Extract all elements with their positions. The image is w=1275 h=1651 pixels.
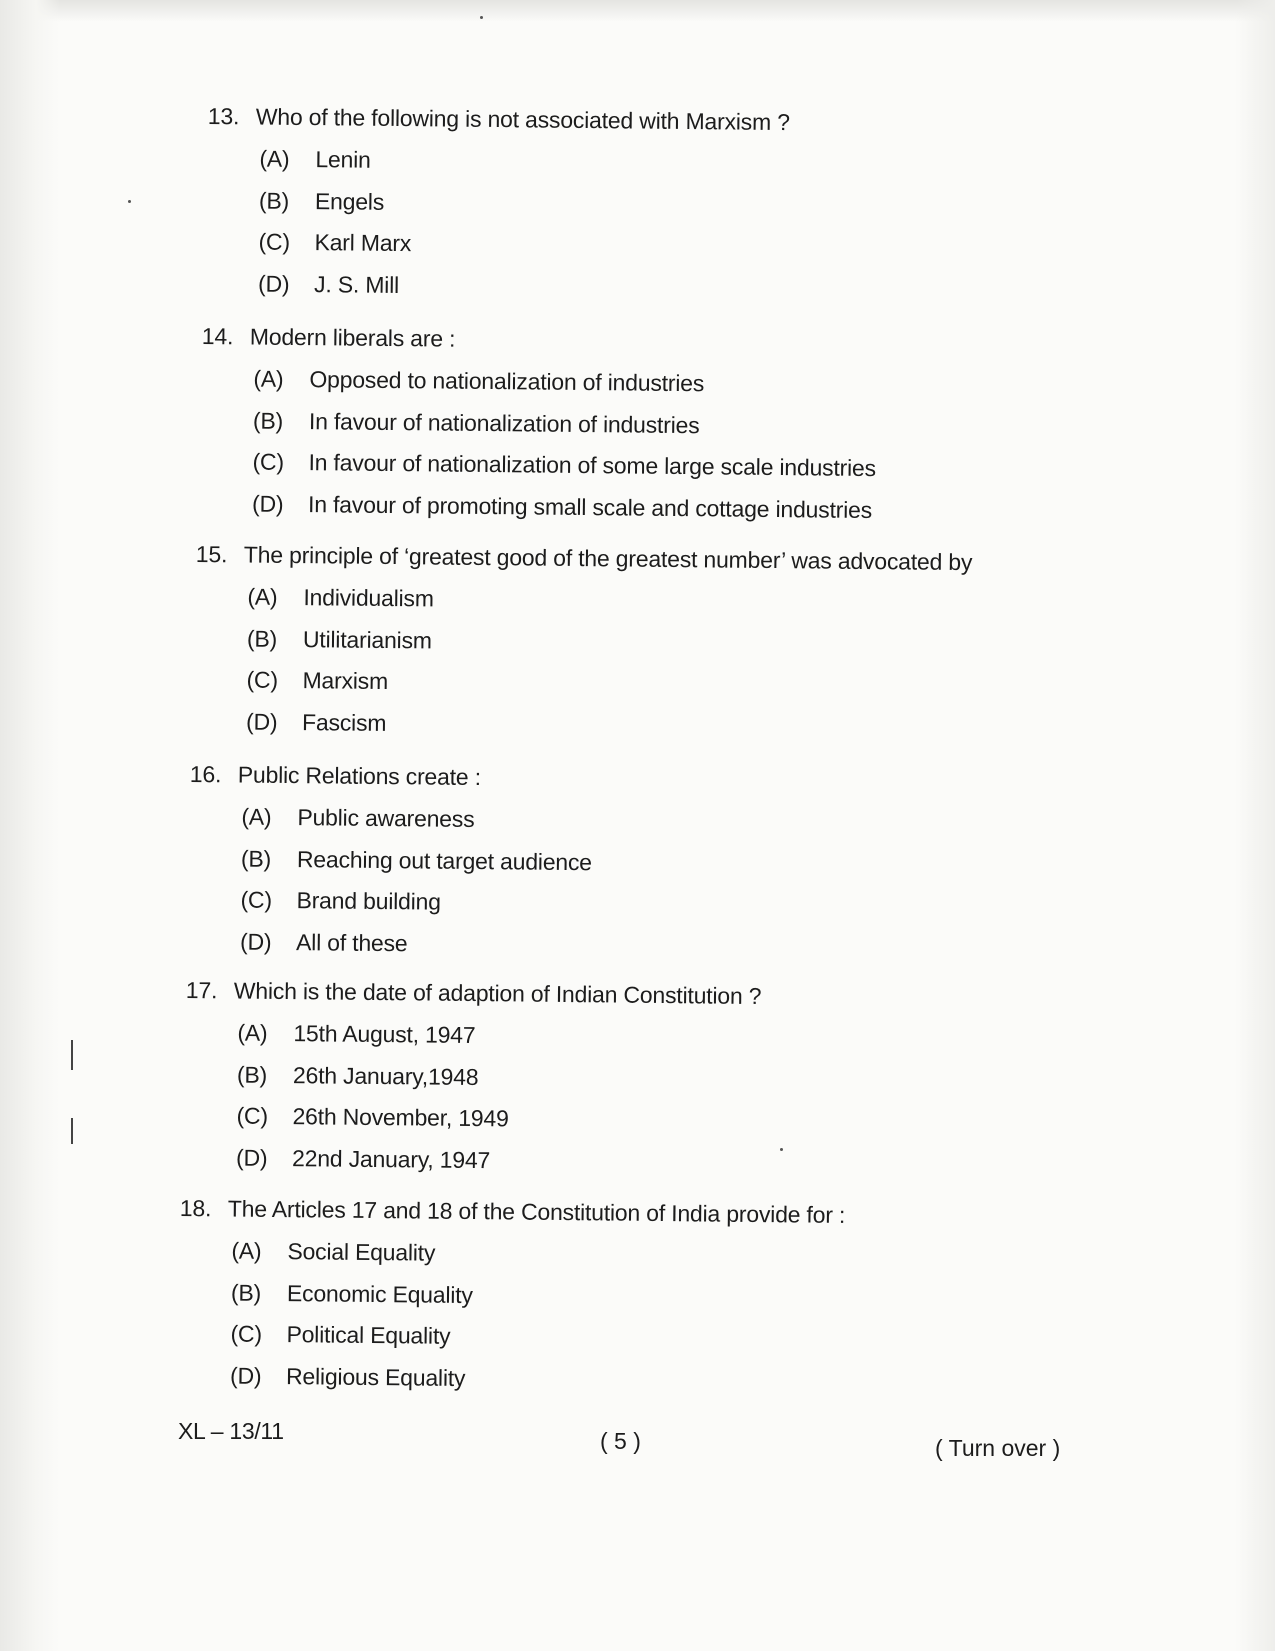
question-text: Public Relations create : [237, 761, 481, 791]
question-stem [208, 102, 1268, 141]
page-number: ( 5 ) [600, 1428, 641, 1454]
option-text: 26th January,1948 [292, 1061, 479, 1090]
question-14 [200, 322, 1262, 541]
question-number: 16. [189, 760, 222, 788]
option-list [246, 583, 1256, 760]
turn-over-note: ( Turn over ) [935, 1435, 1061, 1461]
option-text: Brand building [296, 887, 441, 915]
option-label: (B) [236, 1061, 268, 1088]
option-label: (B) [240, 845, 272, 872]
option-label: (A) [241, 803, 272, 830]
option-text: In favour of nationalization of industries [308, 407, 700, 438]
option-label: (A) [231, 1237, 262, 1264]
option-label: (D) [239, 928, 272, 955]
option-text: Fascism [301, 708, 387, 736]
option-label: (D) [257, 270, 290, 297]
option-label: (C) [240, 886, 273, 913]
option-text: Public awareness [297, 804, 475, 832]
option-text: J. S. Mill [313, 270, 400, 298]
question-number: 15. [195, 540, 228, 568]
question-stem [202, 322, 1262, 361]
option-label: (D) [235, 1144, 268, 1171]
question-stem [186, 976, 1246, 1015]
option-label: (A) [237, 1019, 268, 1046]
option-label: (C) [236, 1102, 269, 1129]
option-text: Religious Equality [285, 1362, 466, 1391]
question-number: 13. [207, 102, 240, 130]
option-label: (D) [245, 708, 278, 735]
paper-code: XL – 13/11 [178, 1418, 284, 1444]
question-15 [194, 540, 1256, 759]
question-18 [178, 1194, 1240, 1413]
option-text: Lenin [315, 146, 371, 173]
option-label: (B) [252, 407, 284, 434]
question-stem [190, 760, 1250, 799]
option-label: (D) [229, 1362, 262, 1389]
option-label: (A) [253, 365, 284, 392]
option-text: Karl Marx [314, 229, 412, 257]
option-text: 26th November, 1949 [292, 1103, 509, 1132]
option-label: (B) [246, 625, 278, 652]
option-text: Opposed to nationalization of industries [309, 366, 705, 397]
question-number: 14. [201, 322, 234, 350]
option-list [230, 1237, 1240, 1414]
option-list [236, 1019, 1246, 1196]
question-text: Which is the date of adaption of Indian Constitution ? [233, 977, 762, 1010]
question-stem [180, 1194, 1240, 1233]
option-text: 22nd January, 1947 [291, 1144, 491, 1173]
option-text: Reaching out target audience [296, 845, 592, 875]
question-text: The principle of ‘greatest good of the greatest number’ was advocated by [243, 541, 973, 576]
option-list [240, 803, 1250, 980]
option-label: (D) [251, 490, 284, 517]
option-text: Social Equality [287, 1238, 436, 1266]
question-16 [188, 760, 1250, 979]
option-label: (C) [258, 228, 291, 255]
option-label: (A) [247, 583, 278, 610]
option-text: In favour of promoting small scale and cottage industries [307, 490, 873, 523]
option-text: 15th August, 1947 [293, 1020, 476, 1049]
option-text: All of these [295, 928, 408, 956]
option-text: Political Equality [286, 1321, 451, 1349]
option-label: (B) [230, 1279, 262, 1306]
option-label: (A) [259, 145, 290, 172]
question-text: The Articles 17 and 18 of the Constitution of India provide for : [227, 1195, 846, 1228]
option-list [252, 365, 1262, 542]
question-text: Who of the following is not associated with Marxism ? [255, 103, 790, 136]
option-text: Marxism [302, 667, 389, 695]
option-text: Utilitarianism [302, 625, 432, 653]
question-text: Modern liberals are : [249, 323, 456, 352]
question-17 [184, 976, 1246, 1195]
option-text: Individualism [303, 584, 434, 612]
option-label: (B) [258, 187, 290, 214]
option-text: Economic Equality [286, 1279, 473, 1308]
question-stem [196, 540, 1256, 579]
option-label: (C) [230, 1320, 263, 1347]
question-number: 17. [185, 976, 218, 1004]
question-13 [206, 102, 1268, 321]
option-list [258, 145, 1268, 322]
option-label: (C) [252, 448, 285, 475]
option-text: Engels [314, 187, 385, 215]
question-number: 18. [179, 1195, 212, 1222]
option-text: In favour of nationalization of some large scale industries [308, 449, 877, 482]
option-label: (C) [246, 666, 279, 693]
